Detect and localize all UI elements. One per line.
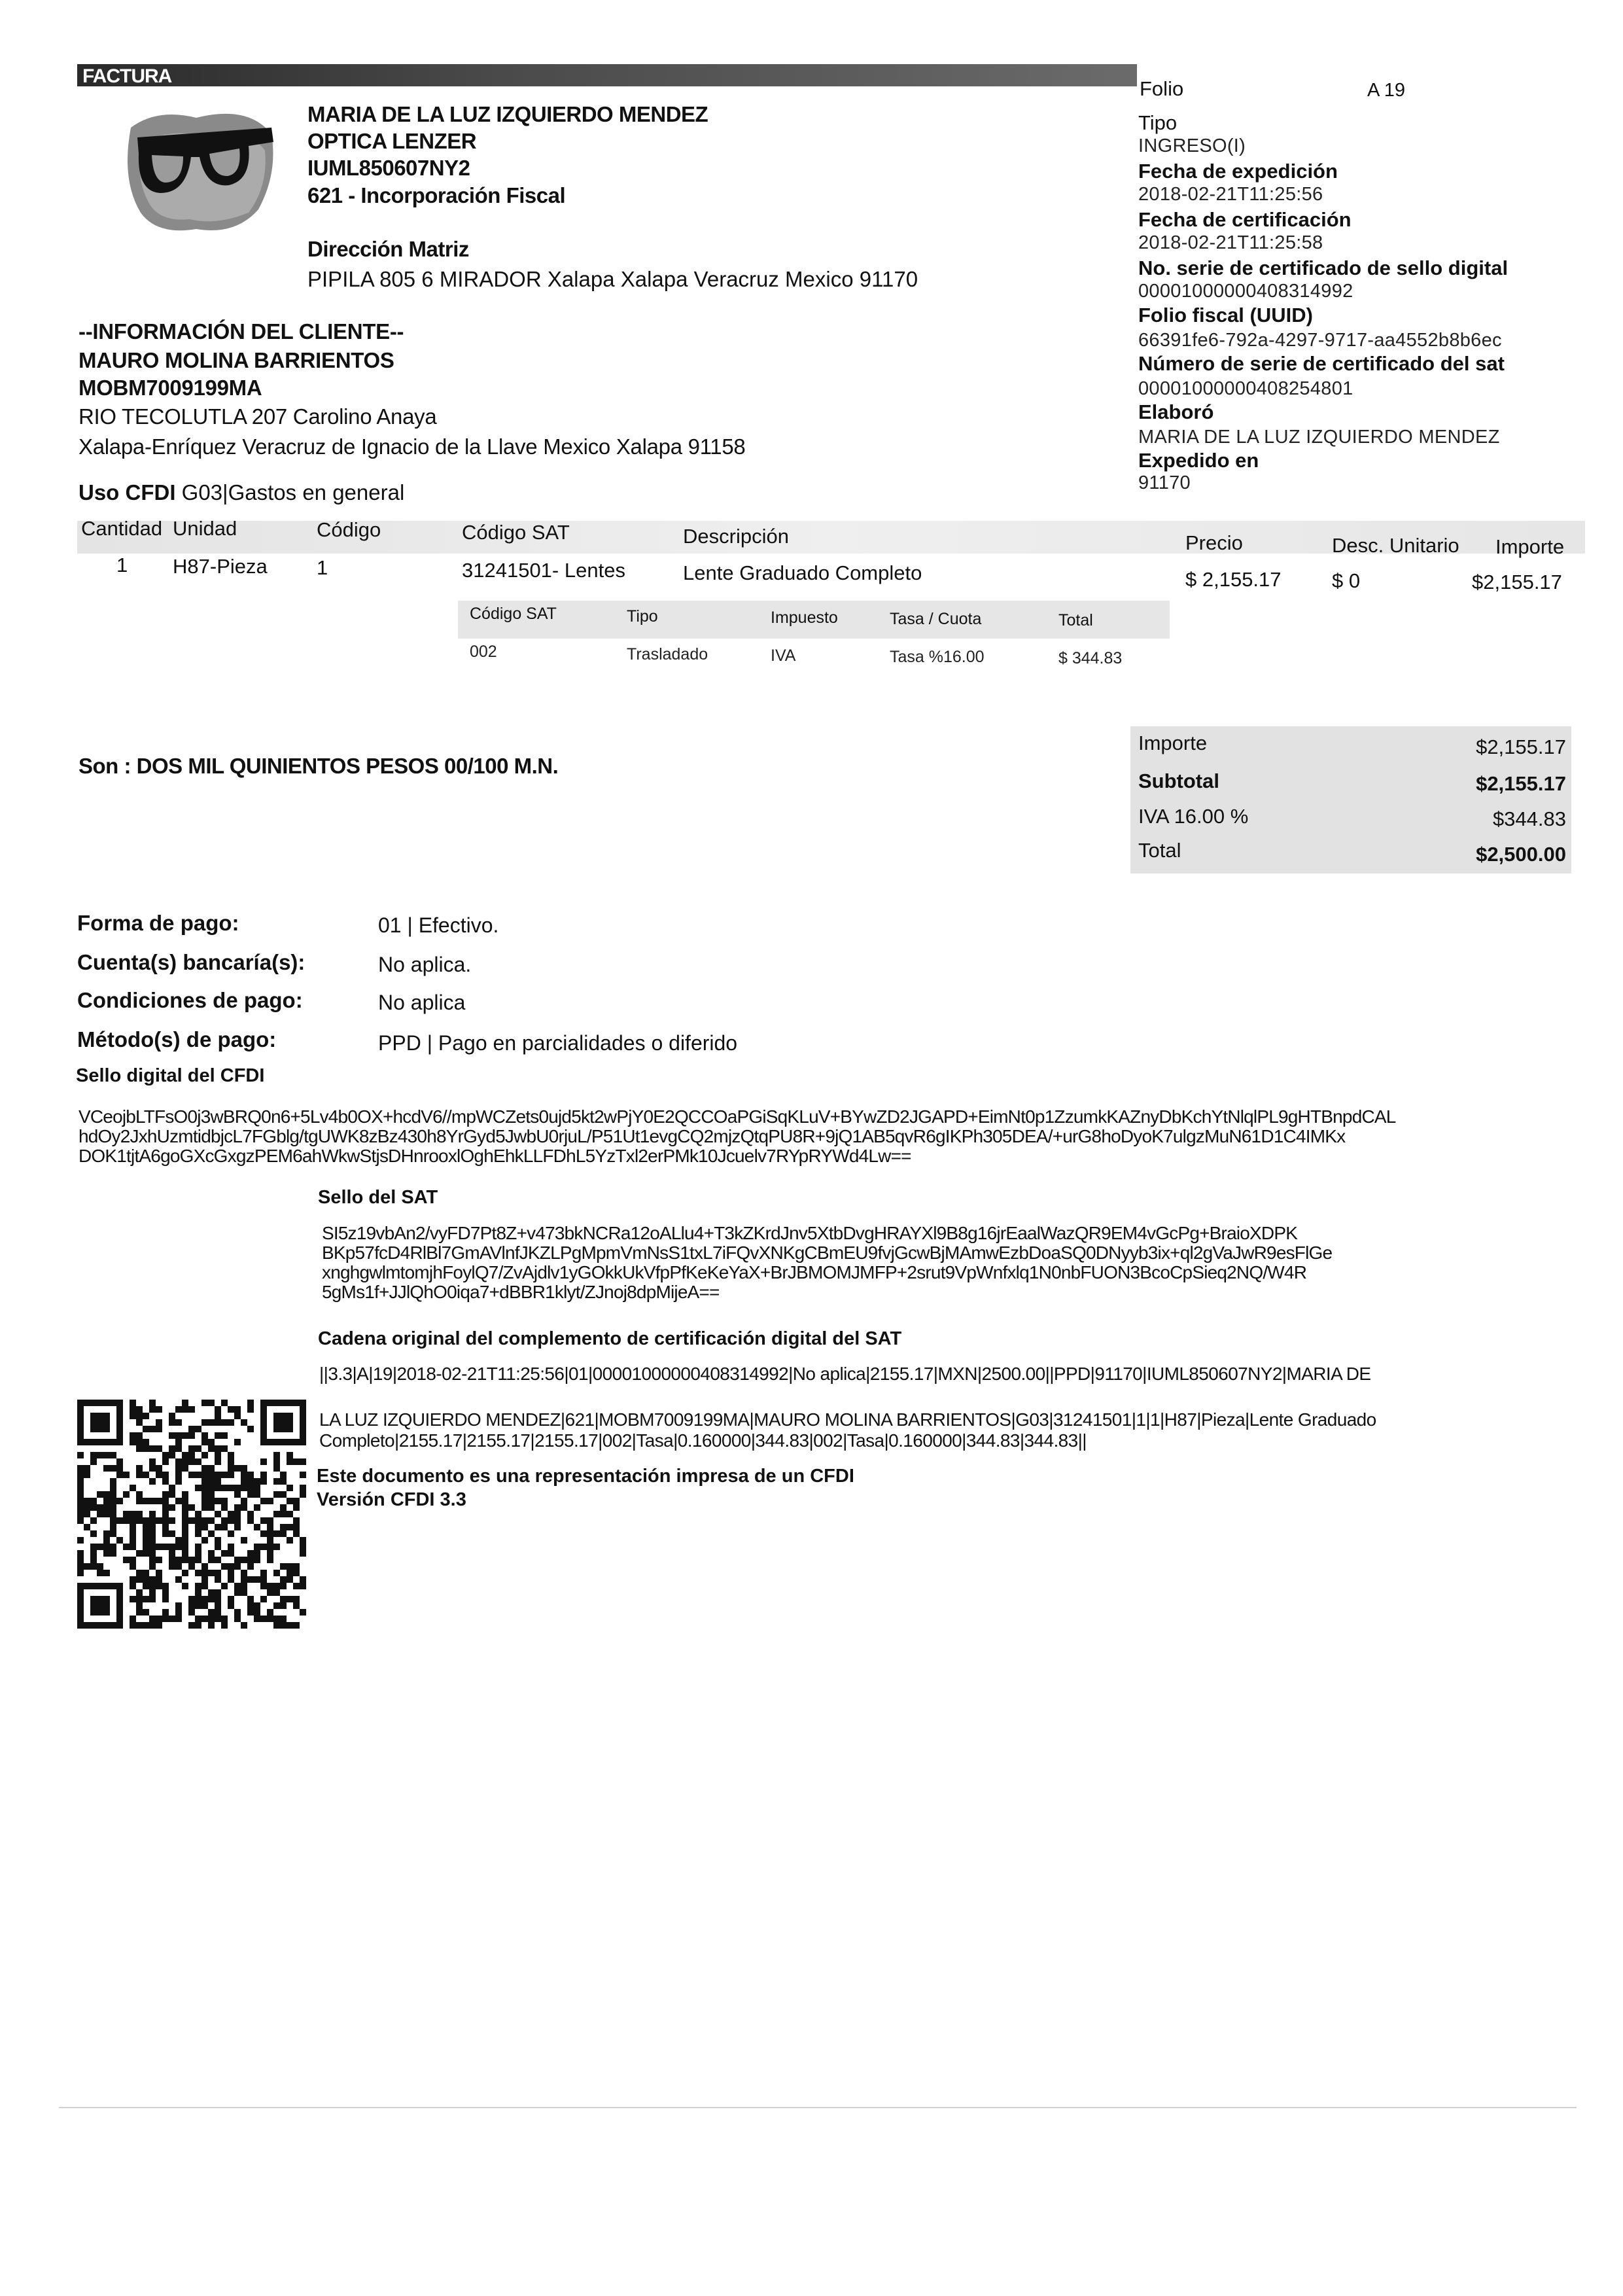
cell-precio: $ 2,155.17 xyxy=(1185,568,1282,591)
emitter-address-label: Dirección Matriz xyxy=(307,237,469,261)
tax-cell-tipo: Trasladado xyxy=(627,645,708,663)
sello-cfdi-line: VCeojbLTFsO0j3wBRQ0n6+5Lv4b0OX+hcdV6//mpWCZets0ujd5kt2wPjY0E2QCCOaPGiSqKLuV+BYwZD2JGAPD+EimNt0p1ZzumkKAZnyDbKchYtNlqlPL9gHTBnpdCAL xyxy=(79,1106,1396,1127)
forma-pago-value: 01 | Efectivo. xyxy=(378,913,499,937)
expedido-value: 91170 xyxy=(1138,472,1191,493)
uso-cfdi xyxy=(79,480,404,505)
serie-sello-value: 00001000000408314992 xyxy=(1138,281,1353,302)
cell-importe: $2,155.17 xyxy=(1472,571,1562,593)
subtotal-label: Subtotal xyxy=(1138,769,1219,792)
cell-descripcion: Lente Graduado Completo xyxy=(683,561,922,584)
tax-col-impuesto-header: Impuesto xyxy=(771,609,838,627)
cfdi-version: Versión CFDI 3.3 xyxy=(317,1489,466,1510)
iva-value: $344.83 xyxy=(1492,807,1566,830)
tax-cell-codigo-sat: 002 xyxy=(470,643,497,661)
folio-label: Folio xyxy=(1140,77,1184,100)
col-cantidad-header: Cantidad xyxy=(81,517,163,540)
amount-in-words: Son : DOS MIL QUINIENTOS PESOS 00/100 M.N. xyxy=(79,754,559,778)
sello-cfdi-line: hdOy2JxhUzmtidbjcL7FGblg/tgUWK8zBz430h8YrGyd5JwbU0rjuL/P51Ut1evgCQ2mjzQtqPU8R+9jQ1AB5qvR6gIKPh305DEA/+urG8hoDyoK7ulgzMuN61D1C4IMKx xyxy=(79,1126,1346,1146)
cadena-original-line3: Completo|2155.17|2155.17|2155.17|002|Tasa|0.160000|344.83|002|Tasa|0.160000|344.83|344.83|| xyxy=(319,1430,1087,1451)
cell-cantidad: 1 xyxy=(116,554,128,576)
client-address-line2: Xalapa-Enríquez Veracruz de Ignacio de la Llave Mexico Xalapa 91158 xyxy=(79,434,746,459)
col-codigo-header: Código xyxy=(317,518,381,541)
tax-col-tipo-header: Tipo xyxy=(627,607,658,626)
emitter-name: MARIA DE LA LUZ IZQUIERDO MENDEZ xyxy=(307,102,708,126)
col-precio-header: Precio xyxy=(1185,531,1243,554)
eyeglasses-logo-icon xyxy=(118,101,281,239)
uuid-value: 66391fe6-792a-4297-9717-aa4552b8b6ec xyxy=(1138,330,1502,351)
uso-cfdi-label: Uso CFDI xyxy=(79,480,176,504)
header-bar xyxy=(77,64,1137,86)
col-importe-header: Importe xyxy=(1495,535,1565,558)
col-codigo-sat-header: Código SAT xyxy=(462,521,570,544)
iva-label: IVA 16.00 % xyxy=(1138,805,1249,828)
client-name: MAURO MOLINA BARRIENTOS xyxy=(79,348,394,372)
folio-value: A 19 xyxy=(1367,80,1406,101)
emitter-regimen: 621 - Incorporación Fiscal xyxy=(307,183,566,207)
tax-col-total-header: Total xyxy=(1058,611,1093,629)
serie-sello-label: No. serie de certificado de sello digital xyxy=(1138,256,1509,279)
sello-sat-text xyxy=(322,1224,1565,1302)
metodo-pago-value: PPD | Pago en parcialidades o diferido xyxy=(378,1031,738,1055)
cuenta-bancaria-label: Cuenta(s) bancaría(s): xyxy=(77,950,305,974)
col-descripcion-header: Descripción xyxy=(683,525,789,548)
fecha-certificacion-label: Fecha de certificación xyxy=(1138,208,1352,231)
cfdi-representation-note: Este documento es una representación impresa de un CFDI xyxy=(317,1466,854,1487)
importe-label: Importe xyxy=(1138,732,1208,754)
sello-sat-line: BKp57fcD4RlBl7GmAVlnfJKZLPgMpmVmNsS1txL7iFQvXNKgCBmEU9fvjGcwBjMAmwEzbDoaSQ0DNyyb3ix+ql2gVaJwR9esFlGe xyxy=(322,1243,1333,1263)
totals-box xyxy=(1130,726,1571,874)
sello-cfdi-text xyxy=(79,1107,1583,1166)
serie-sat-label: Número de serie de certificado del sat xyxy=(1138,352,1505,375)
tax-cell-impuesto: IVA xyxy=(771,646,796,665)
client-address-line1: RIO TECOLUTLA 207 Carolino Anaya xyxy=(79,404,437,429)
importe-value: $2,155.17 xyxy=(1476,735,1566,758)
uuid-label: Folio fiscal (UUID) xyxy=(1138,304,1313,327)
expedido-label: Expedido en xyxy=(1138,449,1259,472)
sello-cfdi-label: Sello digital del CFDI xyxy=(76,1065,265,1086)
sello-sat-line: SI5z19vbAn2/vyFD7Pt8Z+v473bkNCRa12oALlu4+T3kZKrdJnv5XtbDvgHRAYXl9B8g16jrEaalWazQR9EM4vGcPg+BraioXDPK xyxy=(322,1223,1298,1243)
tax-col-codigo-sat-header: Código SAT xyxy=(470,605,557,623)
client-rfc: MOBM7009199MA xyxy=(79,376,262,400)
condiciones-pago-label: Condiciones de pago: xyxy=(77,988,303,1012)
footer-divider xyxy=(59,2107,1577,2108)
serie-sat-value: 00001000000408254801 xyxy=(1138,378,1353,399)
sello-cfdi-line: DOK1tjtA6goGXcGxgzPEM6ahWkwStjsDHnrooxlOghEhkLLFDhL5YzTxl2erPMk10Jcuelv7RYpRYWd4Lw== xyxy=(79,1146,911,1166)
uso-cfdi-value: G03|Gastos en general xyxy=(181,480,405,504)
tax-col-tasa-header: Tasa / Cuota xyxy=(890,610,982,628)
emitter-address: PIPILA 805 6 MIRADOR Xalapa Xalapa Veracruz Mexico 91170 xyxy=(307,267,918,291)
qr-code-icon xyxy=(77,1399,306,1629)
tax-cell-tasa: Tasa %16.00 xyxy=(890,648,985,666)
cell-desc-unitario: $ 0 xyxy=(1332,569,1361,592)
elaboro-label: Elaboró xyxy=(1138,400,1214,423)
cadena-original-line2: LA LUZ IZQUIERDO MENDEZ|621|MOBM7009199MA|MAURO MOLINA BARRIENTOS|G03|31241501|1|1|H87|Pieza|Lente Graduado xyxy=(319,1409,1376,1430)
cell-codigo: 1 xyxy=(317,556,328,579)
sello-sat-label: Sello del SAT xyxy=(318,1187,438,1208)
condiciones-pago-value: No aplica xyxy=(378,991,466,1014)
sello-sat-line: xnghgwlmtomjhFoylQ7/ZvAjdlv1yGOkkUkVfpPfKeKeYaX+BrJBMOMJMFP+2srut9VpWnfxlq1N0nbFUON3BcoCpSieq2NQ/W4R xyxy=(322,1262,1307,1282)
tipo-label: Tipo xyxy=(1138,111,1178,134)
forma-pago-label: Forma de pago: xyxy=(77,911,239,935)
cell-unidad: H87-Pieza xyxy=(173,555,268,578)
subtotal-value: $2,155.17 xyxy=(1476,772,1566,795)
tax-cell-total: $ 344.83 xyxy=(1058,649,1123,667)
cuenta-bancaria-value: No aplica. xyxy=(378,953,472,976)
emitter-rfc: IUML850607NY2 xyxy=(307,156,470,180)
emitter-business: OPTICA LENZER xyxy=(307,129,477,153)
col-unidad-header: Unidad xyxy=(173,517,237,540)
client-section-title: --INFORMACIÓN DEL CLIENTE-- xyxy=(79,319,404,344)
tipo-value: INGRESO(I) xyxy=(1138,135,1246,156)
col-desc-unitario-header: Desc. Unitario xyxy=(1332,534,1459,557)
fecha-expedicion-label: Fecha de expedición xyxy=(1138,160,1338,183)
metodo-pago-label: Método(s) de pago: xyxy=(77,1027,277,1051)
sello-sat-line: 5gMs1f+JJlQhO0iqa7+dBBR1klyt/ZJnoj8dpMijeA== xyxy=(322,1282,720,1302)
fecha-certificacion-value: 2018-02-21T11:25:58 xyxy=(1138,232,1323,253)
fecha-expedicion-value: 2018-02-21T11:25:56 xyxy=(1138,184,1323,205)
elaboro-value: MARIA DE LA LUZ IZQUIERDO MENDEZ xyxy=(1138,427,1500,448)
total-label: Total xyxy=(1138,839,1181,862)
document-type-label: FACTURA xyxy=(82,65,172,87)
cadena-original-label: Cadena original del complemento de certificación digital del SAT xyxy=(318,1328,902,1349)
total-value: $2,500.00 xyxy=(1476,843,1566,866)
cell-codigo-sat: 31241501- Lentes xyxy=(462,559,625,582)
cadena-original-line1: ||3.3|A|19|2018-02-21T11:25:56|01|00001000000408314992|No aplica|2155.17|MXN|2500.00||PPD|91170|IUML850607NY2|MARIA DE xyxy=(319,1364,1371,1384)
